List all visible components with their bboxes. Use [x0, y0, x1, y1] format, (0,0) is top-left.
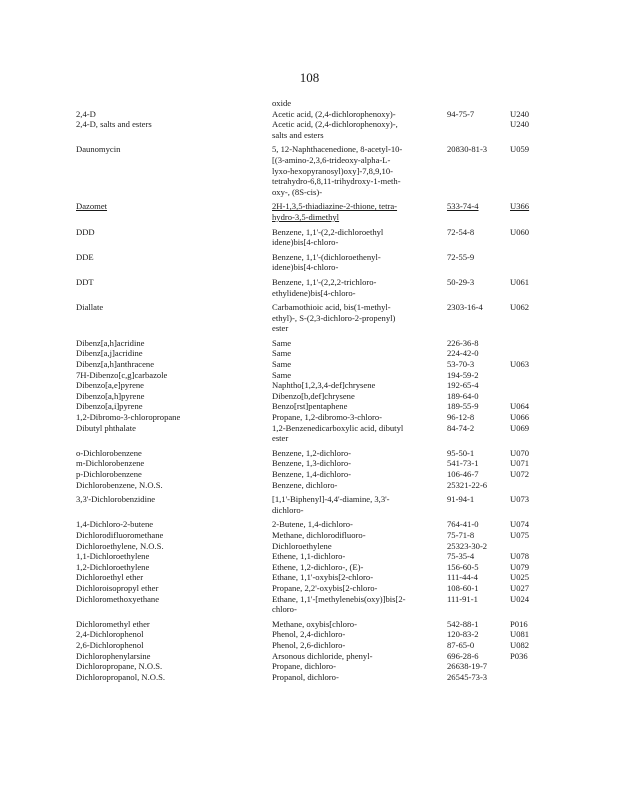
chemical-abstracts-name: Dichloroethylene — [272, 540, 332, 551]
waste-code: U069 — [510, 422, 530, 433]
hazardous-constituent-name: p-Dichlorobenzene — [76, 469, 142, 479]
table-row — [0, 277, 619, 288]
table-row — [0, 594, 619, 605]
chemical-abstracts-name: Methane, oxybis[chloro- — [272, 618, 357, 629]
waste-code — [510, 604, 550, 615]
waste-code — [510, 480, 550, 491]
table-row — [0, 313, 619, 324]
table-row — [0, 391, 619, 402]
cas-number — [447, 176, 510, 187]
chemical-abstracts-name: Carbamothioic acid, bis(1-methyl- — [272, 302, 391, 313]
chemical-abstracts-name: oxy-, (8S-cis)- — [272, 186, 323, 197]
chemical-abstracts-name: Phenol, 2,4-dichloro- — [272, 629, 346, 640]
table-row — [0, 348, 619, 359]
table-row — [0, 119, 619, 130]
chemical-abstracts-name: Dibenzo[b,def]chrysene — [272, 390, 355, 401]
hazardous-constituent-name: DDT — [76, 276, 94, 287]
cas-number: 87-65-0 — [447, 639, 475, 650]
waste-code — [510, 98, 550, 109]
hazardous-constituent-name: 3,3'-Dichlorobenzidine — [76, 494, 156, 505]
table-row — [0, 144, 619, 155]
table-row — [0, 519, 619, 530]
chemical-abstracts-name: lyxo-hexopyranosyl)oxy]-7,8,9,10- — [272, 165, 394, 176]
cas-number — [447, 187, 510, 198]
chemical-abstracts-name: Naphtho[1,2,3,4-def]chrysene — [272, 380, 376, 391]
table-row — [0, 252, 619, 263]
cas-number: 106-46-7 — [447, 469, 479, 479]
waste-code: U064 — [510, 401, 530, 412]
cas-number — [447, 433, 510, 444]
waste-code: U074 — [510, 519, 530, 530]
cas-number: 26545-73-3 — [447, 671, 488, 682]
chemical-abstracts-name: Same — [272, 337, 292, 348]
hazardous-constituent-name — [76, 176, 272, 187]
hazardous-constituent-name: Dichloroisopropyl ether — [76, 582, 159, 593]
cas-number: 189-64-0 — [447, 390, 479, 401]
chemical-abstracts-name: Acetic acid, (2,4-dichlorophenoxy)-, — [272, 119, 398, 130]
chemical-abstracts-name: ethylidene)bis[4-chloro- — [272, 287, 356, 298]
hazardous-constituent-name — [76, 433, 272, 444]
cas-number: 533-74-4 — [447, 201, 479, 212]
cas-number — [447, 604, 510, 615]
chemical-abstracts-name: hydro-3,5-dimethyl — [272, 211, 340, 222]
cas-number — [447, 166, 510, 177]
cas-number: 72-55-9 — [447, 251, 475, 262]
table-row — [0, 201, 619, 212]
table-row — [0, 262, 619, 273]
chemical-abstracts-name: Benzene, dichloro- — [272, 479, 338, 490]
table-row — [0, 629, 619, 640]
chemical-abstracts-name: 2H-1,3,5-thiadiazine-2-thione, tetra- — [272, 201, 398, 212]
hazardous-constituent-name — [76, 262, 272, 273]
table-row — [0, 338, 619, 349]
hazardous-constituent-name: Dichloromethoxyethane — [76, 593, 160, 604]
chemical-abstracts-name: 1,2-Benzenedicarboxylic acid, dibutyl — [272, 422, 404, 433]
table-row — [0, 572, 619, 583]
cas-number: 696-28-6 — [447, 650, 479, 661]
hazardous-constituent-name: 1,1-Dichloroethylene — [76, 551, 150, 562]
table-row — [0, 672, 619, 683]
chemical-abstracts-name: ester — [272, 433, 289, 444]
hazardous-constituent-name: Dichloropropane, N.O.S. — [76, 661, 163, 672]
table-row — [0, 541, 619, 552]
table-row — [0, 109, 619, 120]
hazardous-constituent-name: Dibenz[a,j]acridine — [76, 348, 143, 359]
hazardous-constituent-name: 1,2-Dibromo-3-chloropropane — [76, 412, 181, 423]
table-row — [0, 505, 619, 516]
table-row — [0, 237, 619, 248]
waste-code — [510, 541, 550, 552]
hazardous-constituent-name: Diallate — [76, 302, 104, 313]
cas-number: 224-42-0 — [447, 348, 479, 359]
cas-number: 20830-81-3 — [447, 144, 488, 155]
chemical-abstracts-name: Benzene, 1,1'-(2,2-dichloroethyl — [272, 226, 384, 237]
waste-code: U070 — [510, 447, 530, 458]
chemical-abstracts-name: dichloro- — [272, 504, 304, 515]
cas-number — [447, 119, 510, 130]
table-row — [0, 494, 619, 505]
waste-code — [510, 313, 550, 324]
table-row — [0, 562, 619, 573]
cas-number: 111-91-1 — [447, 593, 478, 604]
chemical-abstracts-name: Ethane, 1,1'-oxybis[2-chloro- — [272, 572, 374, 583]
cas-number: 192-65-4 — [447, 380, 479, 391]
hazardous-constituent-name: Dibutyl phthalate — [76, 422, 136, 433]
chemical-abstracts-name: ethyl)-, S-(2,3-dichloro-2-propenyl) — [272, 312, 396, 323]
hazardous-constituent-name: Dibenzo[a,e]pyrene — [76, 380, 144, 391]
hazardous-constituent-name: 2,4-D, salts and esters — [76, 119, 152, 130]
waste-code: U240 — [510, 108, 530, 119]
waste-code: U078 — [510, 551, 530, 562]
cas-number: 75-35-4 — [447, 551, 475, 562]
waste-code — [510, 212, 550, 223]
table-row — [0, 458, 619, 469]
table-row — [0, 480, 619, 491]
waste-code — [510, 237, 550, 248]
table-row — [0, 323, 619, 334]
chemical-abstracts-name: Benzo[rst]pentaphene — [272, 401, 348, 412]
chemical-abstracts-name: Benzene, 1,2-dichloro- — [272, 447, 351, 458]
waste-code: U066 — [510, 412, 530, 423]
hazardous-constituent-name: 7H-Dibenzo[c,g]carbazole — [76, 369, 168, 380]
waste-code: U024 — [510, 593, 530, 604]
cas-number — [447, 288, 510, 299]
waste-code: U075 — [510, 529, 530, 540]
chemical-abstracts-name: [1,1'-Biphenyl]-4,4'-diamine, 3,3'- — [272, 494, 390, 505]
cas-number: 84-74-2 — [447, 422, 475, 433]
table-row — [0, 302, 619, 313]
waste-code — [510, 672, 550, 683]
table-row — [0, 661, 619, 672]
waste-code: U060 — [510, 226, 530, 237]
chemical-abstracts-name: Phenol, 2,6-dichloro- — [272, 639, 346, 650]
hazardous-constituent-name: 2,4-D — [76, 108, 96, 119]
waste-code — [510, 391, 550, 402]
chemical-abstracts-name: idene)bis[4-chloro- — [272, 237, 339, 248]
hazardous-constituent-name: 2,6-Dichlorophenol — [76, 639, 144, 650]
hazardous-constituent-name: Dibenz[a,h]anthracene — [76, 359, 155, 370]
chemical-abstracts-name: Ethene, 1,1-dichloro- — [272, 551, 346, 562]
hazardous-constituent-name: DDD — [76, 226, 95, 237]
waste-code — [510, 338, 550, 349]
hazardous-constituent-name: m-Dichlorobenzene — [76, 458, 145, 469]
waste-code — [510, 262, 550, 273]
cas-number — [447, 98, 510, 109]
cas-number: 156-60-5 — [447, 561, 479, 572]
table-row — [0, 98, 619, 109]
table-row — [0, 412, 619, 423]
chemical-abstracts-name: Benzene, 1,1'-(dichloroethenyl- — [272, 251, 381, 262]
chemical-abstracts-name: Arsonous dichloride, phenyl- — [272, 650, 373, 661]
cas-number: 764-41-0 — [447, 519, 479, 530]
waste-code — [510, 348, 550, 359]
waste-code — [510, 130, 550, 141]
chemical-abstracts-name: Propane, 2,2'-oxybis[2-chloro- — [272, 582, 378, 593]
hazardous-constituent-name: Dichloropropanol, N.O.S. — [76, 671, 166, 682]
hazardous-constituent-name: Dichlorobenzene, N.O.S. — [76, 479, 163, 490]
cas-number — [447, 155, 510, 166]
table-row — [0, 166, 619, 177]
waste-code: U061 — [510, 276, 530, 287]
chemical-abstracts-name: 5, 12-Naphthacenedione, 8-acetyl-10- — [272, 144, 403, 155]
chemical-abstracts-name: Same — [272, 369, 292, 380]
cas-number: 194-59-2 — [447, 369, 479, 380]
hazardous-constituent-name: Dichloroethyl ether — [76, 572, 144, 583]
hazardous-constituent-name — [76, 187, 272, 198]
chemical-abstracts-name: oxide — [272, 98, 292, 108]
waste-code: U366 — [510, 201, 530, 212]
waste-code: P016 — [510, 618, 528, 629]
waste-code — [510, 252, 550, 263]
table-row — [0, 448, 619, 459]
waste-code — [510, 187, 550, 198]
table-row — [0, 583, 619, 594]
table-row — [0, 130, 619, 141]
chemical-abstracts-name: tetrahydro-6,8,11-trihydroxy-1-meth- — [272, 176, 401, 187]
waste-code — [510, 380, 550, 391]
waste-code: U025 — [510, 572, 530, 583]
table-row — [0, 212, 619, 223]
hazardous-constituent-name — [76, 288, 272, 299]
waste-code — [510, 176, 550, 187]
hazardous-constituent-name — [76, 237, 272, 248]
waste-code: U062 — [510, 302, 530, 313]
hazardous-constituent-name — [76, 212, 272, 223]
table-row — [0, 359, 619, 370]
chemical-abstracts-name: Propane, 1,2-dibromo-3-chloro- — [272, 412, 383, 423]
waste-code: U059 — [510, 144, 530, 155]
cas-number: 120-83-2 — [447, 629, 479, 640]
hazardous-constituent-name — [76, 505, 272, 516]
chemical-abstracts-name: Methane, dichlorodifluoro- — [272, 529, 366, 540]
hazardous-constituent-name: Dichlorodifluoromethane — [76, 529, 164, 540]
hazardous-constituent-name: Dichloromethyl ether — [76, 618, 150, 629]
chemical-abstracts-name: Propane, dichloro- — [272, 661, 336, 672]
hazardous-constituent-name: Dichlorophenylarsine — [76, 650, 151, 661]
cas-number: 95-50-1 — [447, 447, 475, 458]
waste-code — [510, 288, 550, 299]
table-row — [0, 401, 619, 412]
cas-number: 53-70-3 — [447, 359, 475, 370]
table-row — [0, 187, 619, 198]
hazardous-constituent-name: Dibenzo[a,i]pyrene — [76, 401, 143, 412]
hazardous-constituent-name — [76, 313, 272, 324]
hazardous-constituent-name — [76, 130, 272, 141]
waste-code: U072 — [510, 469, 530, 479]
hazardous-constituent-name: Daunomycin — [76, 144, 121, 155]
waste-code — [510, 505, 550, 516]
hazardous-constituent-name — [76, 166, 272, 177]
waste-code: U073 — [510, 494, 530, 505]
chemical-abstracts-name: Benzene, 1,3-dichloro- — [272, 458, 351, 469]
cas-number: 108-60-1 — [447, 582, 479, 593]
cas-number: 50-29-3 — [447, 276, 475, 287]
waste-code: U240 — [510, 119, 530, 130]
table-row — [0, 155, 619, 166]
waste-code — [510, 155, 550, 166]
waste-code: U082 — [510, 639, 530, 650]
cas-number: 189-55-9 — [447, 401, 479, 412]
hazardous-constituent-name: Dichloroethylene, N.O.S. — [76, 540, 164, 551]
waste-code — [510, 433, 550, 444]
table-row — [0, 380, 619, 391]
hazardous-constituent-name — [76, 155, 272, 166]
chemical-abstracts-name: Benzene, 1,1'-(2,2,2-trichloro- — [272, 276, 377, 287]
chemical-abstracts-name: Same — [272, 359, 292, 370]
table-row — [0, 370, 619, 381]
waste-code — [510, 323, 550, 334]
table-row — [0, 604, 619, 615]
cas-number: 2303-16-4 — [447, 302, 483, 313]
cas-number — [447, 130, 510, 141]
table-row — [0, 423, 619, 434]
cas-number — [447, 237, 510, 248]
chemical-abstracts-name: salts and esters — [272, 129, 324, 140]
table-row — [0, 640, 619, 651]
hazardous-constituent-name: Dibenz[a,h]acridine — [76, 337, 145, 348]
page-number: 108 — [299, 70, 320, 85]
cas-number: 25323-30-2 — [447, 540, 488, 551]
table-row — [0, 551, 619, 562]
waste-code — [510, 166, 550, 177]
hazardous-constituent-name — [76, 323, 272, 334]
cas-number: 542-88-1 — [447, 618, 479, 629]
cas-number: 25321-22-6 — [447, 479, 488, 490]
chemical-abstracts-name: Propanol, dichloro- — [272, 671, 339, 682]
hazardous-constituent-name — [76, 98, 272, 109]
hazardous-constituent-name: Dazomet — [76, 201, 108, 212]
chemical-abstracts-name: chloro- — [272, 604, 297, 615]
cas-number: 226-36-8 — [447, 337, 479, 348]
cas-number — [447, 313, 510, 324]
chemical-abstracts-name: idene)bis[4-chloro- — [272, 262, 339, 273]
waste-code: U081 — [510, 629, 530, 640]
chemical-abstracts-name: Ethane, 1,1'-[methylenebis(oxy)]bis[2- — [272, 593, 406, 604]
table-row — [0, 469, 619, 480]
cas-number — [447, 262, 510, 273]
cas-number — [447, 212, 510, 223]
chemical-abstracts-name: Ethene, 1,2-dichloro-, (E)- — [272, 561, 364, 572]
cas-number — [447, 323, 510, 334]
hazardous-constituent-name: o-Dichlorobenzene — [76, 447, 142, 458]
hazardous-constituent-name: 1,2-Dichloroethylene — [76, 561, 150, 572]
cas-number — [447, 505, 510, 516]
waste-code: U079 — [510, 561, 530, 572]
table-row — [0, 530, 619, 541]
waste-code — [510, 661, 550, 672]
table-row — [0, 433, 619, 444]
hazardous-constituent-name: 1,4-Dichloro-2-butene — [76, 519, 154, 530]
cas-number: 541-73-1 — [447, 458, 479, 469]
cas-number: 96-12-8 — [447, 412, 475, 423]
table-row — [0, 227, 619, 238]
hazardous-constituents-table — [0, 98, 619, 682]
waste-code: U063 — [510, 359, 530, 370]
chemical-abstracts-name: Same — [272, 348, 292, 359]
table-row — [0, 651, 619, 662]
table-row — [0, 176, 619, 187]
cas-number: 75-71-8 — [447, 529, 475, 540]
waste-code: U027 — [510, 582, 530, 593]
chemical-abstracts-name: Benzene, 1,4-dichloro- — [272, 469, 351, 479]
table-row — [0, 619, 619, 630]
table-row — [0, 288, 619, 299]
cas-number: 91-94-1 — [447, 494, 475, 505]
cas-number: 26638-19-7 — [447, 661, 488, 672]
cas-number: 94-75-7 — [447, 108, 475, 119]
waste-code: P036 — [510, 650, 528, 661]
hazardous-constituent-name: DDE — [76, 251, 94, 262]
cas-number: 111-44-4 — [447, 572, 478, 583]
waste-code — [510, 370, 550, 381]
cas-number: 72-54-8 — [447, 226, 475, 237]
chemical-abstracts-name: Acetic acid, (2,4-dichlorophenoxy)- — [272, 108, 396, 119]
chemical-abstracts-name: ester — [272, 323, 289, 334]
hazardous-constituent-name: 2,4-Dichlorophenol — [76, 629, 144, 640]
chemical-abstracts-name: 2-Butene, 1,4-dichloro- — [272, 519, 353, 530]
chemical-abstracts-name: [(3-amino-2,3,6-trideoxy-alpha-L- — [272, 154, 391, 165]
hazardous-constituent-name: Dibenzo[a,h]pyrene — [76, 390, 145, 401]
waste-code: U071 — [510, 458, 530, 469]
hazardous-constituent-name — [76, 604, 272, 615]
